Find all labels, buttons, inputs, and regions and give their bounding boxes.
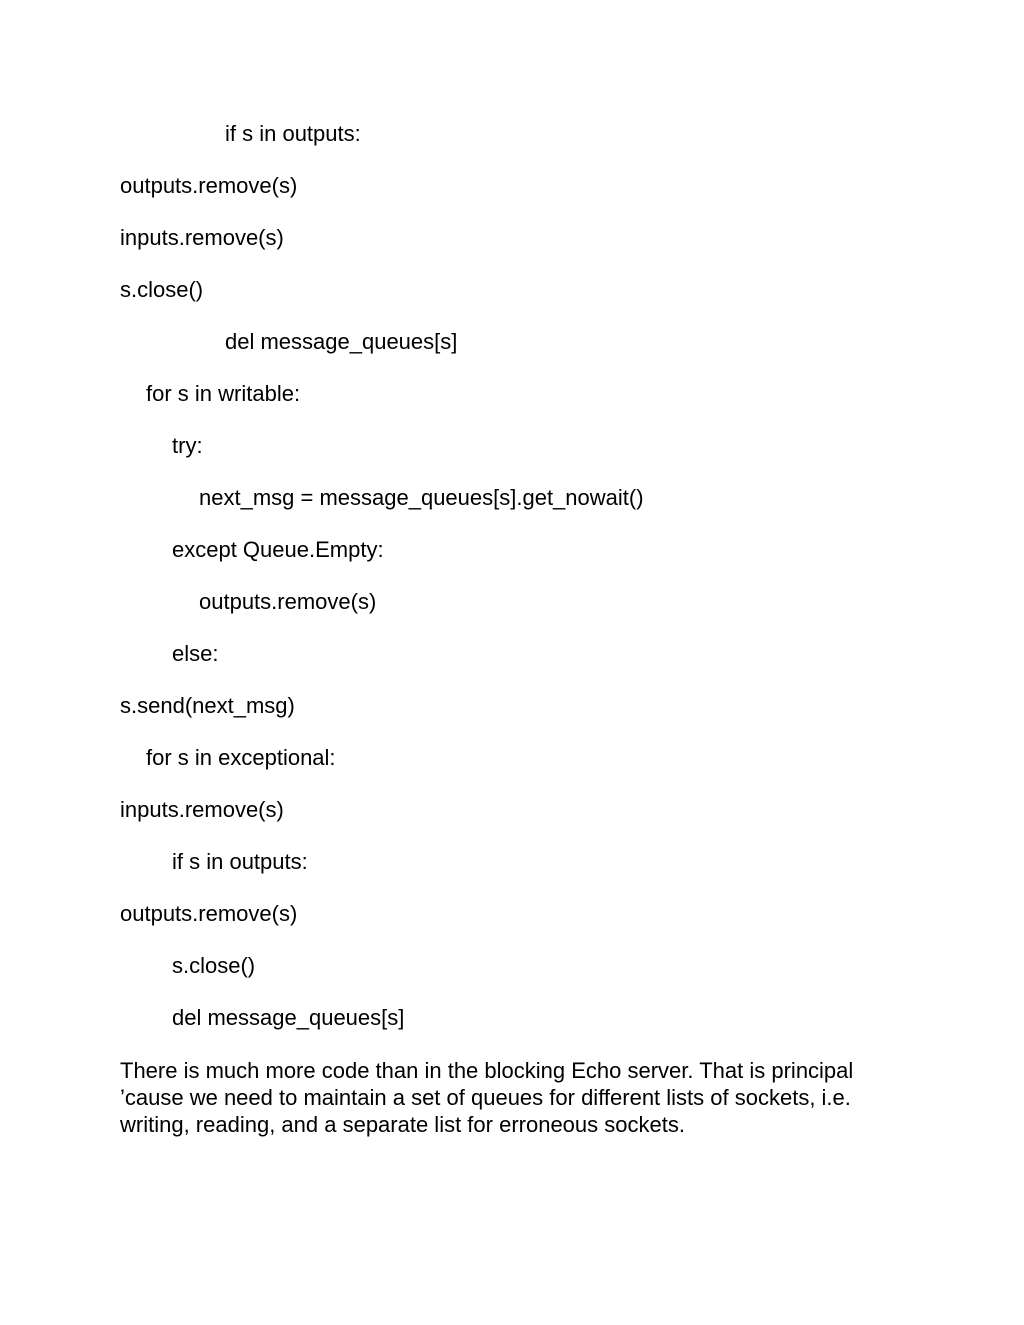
code-line: except Queue.Empty: xyxy=(172,537,384,562)
code-line: for s in exceptional: xyxy=(146,745,336,770)
paragraph-line: ’cause we need to maintain a set of queues for different lists of sockets, i.e. xyxy=(120,1085,851,1110)
code-line: if s in outputs: xyxy=(225,121,361,146)
code-line: try: xyxy=(172,433,203,458)
code-line: inputs.remove(s) xyxy=(120,225,284,250)
explanation-paragraph xyxy=(120,1057,920,1138)
code-line: outputs.remove(s) xyxy=(120,173,298,198)
code-line: del message_queues[s] xyxy=(172,1005,405,1030)
code-line: outputs.remove(s) xyxy=(199,589,377,614)
code-line: next_msg = message_queues[s].get_nowait() xyxy=(199,485,644,510)
code-line: del message_queues[s] xyxy=(225,329,458,354)
code-line: inputs.remove(s) xyxy=(120,797,284,822)
paragraph-line: writing, reading, and a separate list for erroneous sockets. xyxy=(120,1112,685,1137)
code-line: for s in writable: xyxy=(146,381,301,406)
code-line: s.send(next_msg) xyxy=(120,693,295,718)
code-line: s.close() xyxy=(120,277,204,302)
code-line: s.close() xyxy=(172,953,256,978)
paragraph-line: There is much more code than in the blocking Echo server. That is principal xyxy=(120,1058,854,1083)
code-line: outputs.remove(s) xyxy=(120,901,298,926)
code-line: else: xyxy=(172,641,219,666)
code-line: if s in outputs: xyxy=(172,849,308,874)
